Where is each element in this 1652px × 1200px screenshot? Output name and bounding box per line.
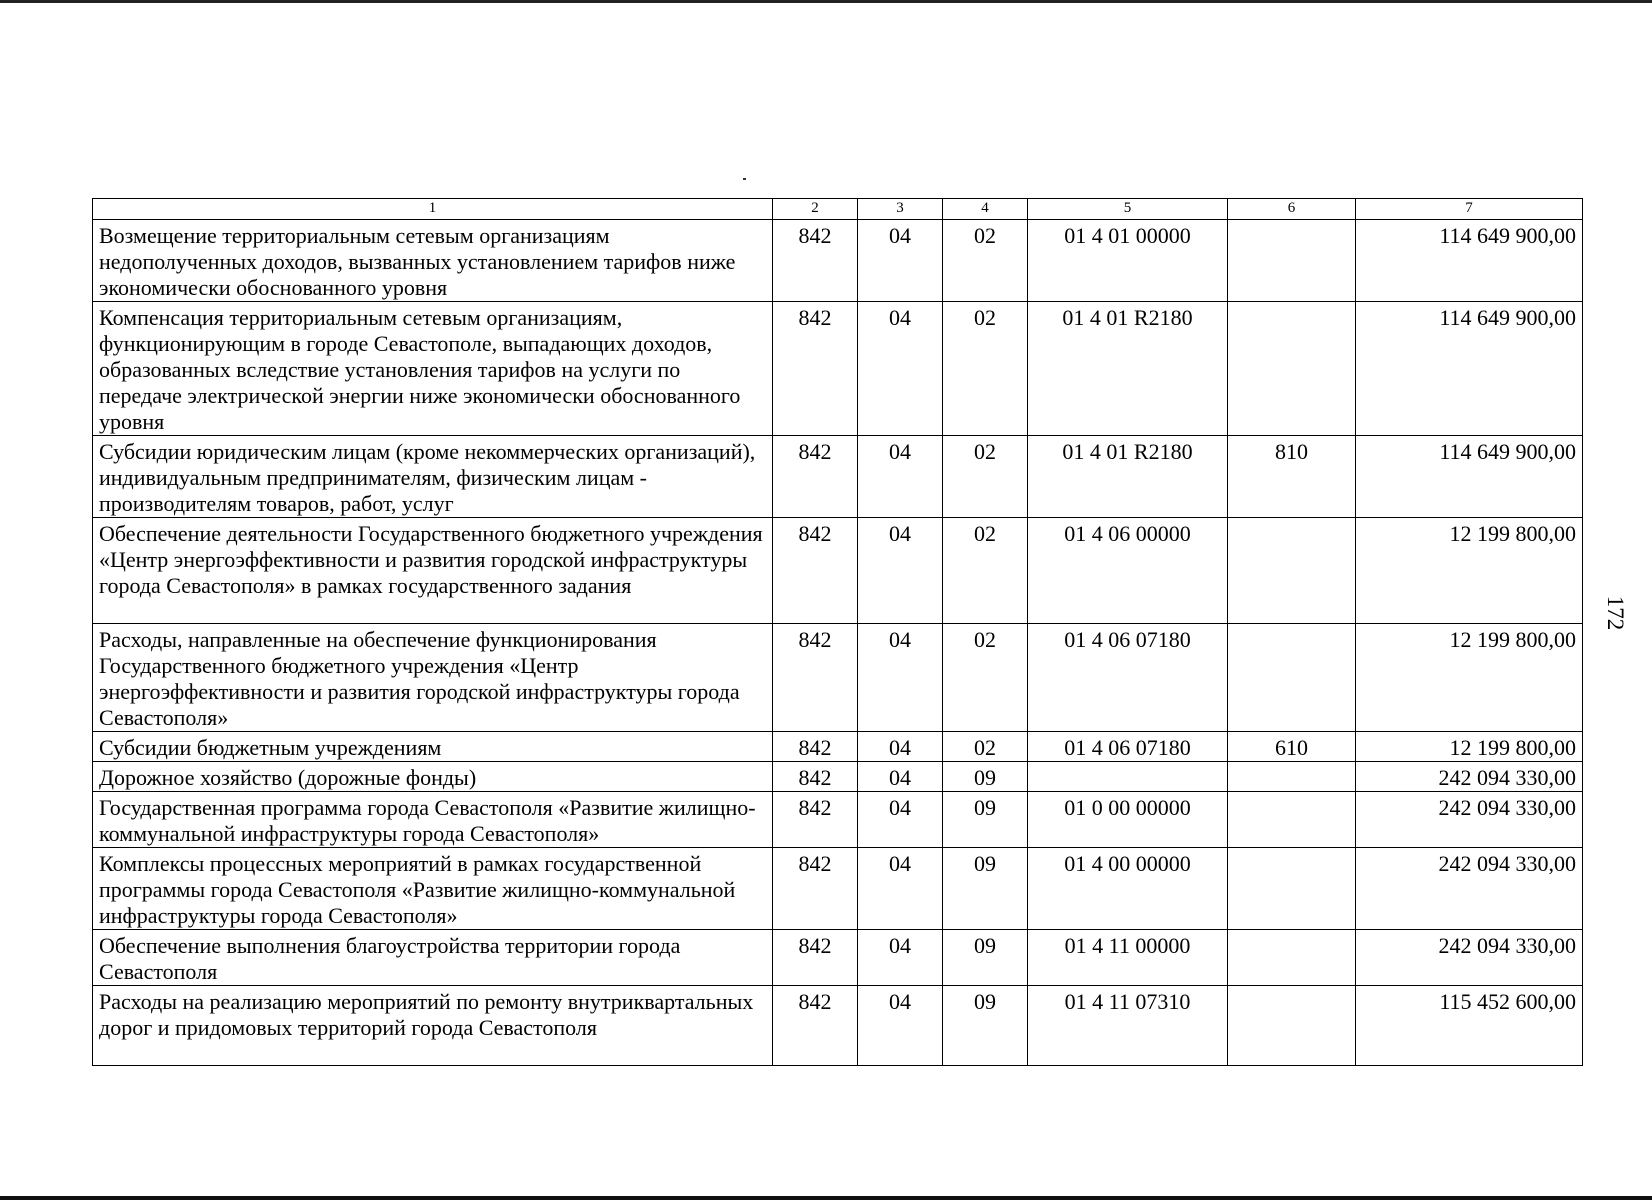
- expense-type-cell: 610: [1228, 732, 1356, 762]
- target-article-cell: 01 4 01 R2180: [1028, 436, 1228, 518]
- amount-cell: 242 094 330,00: [1356, 792, 1583, 848]
- table-header-row: [93, 199, 1583, 220]
- table-row: [93, 848, 1583, 930]
- ministry-code-cell: 842: [773, 762, 858, 792]
- expense-type-cell: 810: [1228, 436, 1356, 518]
- scan-edge-bottom: [0, 1196, 1652, 1200]
- column-number-4: 4: [943, 199, 1028, 220]
- expense-type-cell: [1228, 986, 1356, 1066]
- budget-table: [92, 198, 1583, 1066]
- column-number-1: 1: [93, 199, 773, 220]
- expense-name-cell: Обеспечение выполнения благоустройства территории города Севастополя: [93, 930, 773, 986]
- target-article-cell: 01 4 06 07180: [1028, 732, 1228, 762]
- target-article-cell: 01 4 06 00000: [1028, 518, 1228, 624]
- section-code-cell: 04: [858, 436, 943, 518]
- target-article-cell: 01 4 11 07310: [1028, 986, 1228, 1066]
- section-code-cell: 04: [858, 762, 943, 792]
- scan-speck: [743, 178, 746, 180]
- ministry-code-cell: 842: [773, 302, 858, 436]
- section-code-cell: 04: [858, 848, 943, 930]
- table-row: [93, 302, 1583, 436]
- expense-type-cell: [1228, 518, 1356, 624]
- section-code-cell: 04: [858, 792, 943, 848]
- section-code-cell: 04: [858, 220, 943, 302]
- scan-edge-top: [0, 0, 1652, 3]
- target-article-cell: 01 4 00 00000: [1028, 848, 1228, 930]
- subsection-code-cell: 02: [943, 732, 1028, 762]
- table-row: [93, 792, 1583, 848]
- column-number-7: 7: [1356, 199, 1583, 220]
- target-article-cell: 01 4 06 07180: [1028, 624, 1228, 732]
- ministry-code-cell: 842: [773, 220, 858, 302]
- amount-cell: 12 199 800,00: [1356, 732, 1583, 762]
- section-code-cell: 04: [858, 732, 943, 762]
- subsection-code-cell: 09: [943, 762, 1028, 792]
- expense-name-cell: Обеспечение деятельности Государственного бюджетного учреждения «Центр энергоэффективности и развития городской инфраструктуры города Севастополя» в рамках государственного задания: [93, 518, 773, 624]
- subsection-code-cell: 09: [943, 930, 1028, 986]
- section-code-cell: 04: [858, 624, 943, 732]
- subsection-code-cell: 02: [943, 624, 1028, 732]
- expense-name-cell: Субсидии бюджетным учреждениям: [93, 732, 773, 762]
- amount-cell: 242 094 330,00: [1356, 762, 1583, 792]
- ministry-code-cell: 842: [773, 436, 858, 518]
- expense-name-cell: Государственная программа города Севастополя «Развитие жилищно-коммунальной инфраструктуры города Севастополя»: [93, 792, 773, 848]
- table-row: [93, 436, 1583, 518]
- amount-cell: 114 649 900,00: [1356, 302, 1583, 436]
- target-article-cell: 01 4 01 R2180: [1028, 302, 1228, 436]
- column-number-2: 2: [773, 199, 858, 220]
- amount-cell: 242 094 330,00: [1356, 848, 1583, 930]
- table-row: [93, 624, 1583, 732]
- ministry-code-cell: 842: [773, 518, 858, 624]
- expense-name-cell: Субсидии юридическим лицам (кроме некоммерческих организаций), индивидуальным предпринимателям, физическим лицам - производителям товаров, работ, услуг: [93, 436, 773, 518]
- expense-name-cell: Расходы на реализацию мероприятий по ремонту внутриквартальных дорог и придомовых территорий города Севастополя: [93, 986, 773, 1066]
- subsection-code-cell: 02: [943, 302, 1028, 436]
- section-code-cell: 04: [858, 986, 943, 1066]
- expense-name-cell: Компенсация территориальным сетевым организациям, функционирующим в городе Севастополе, выпадающих доходов, образованных вследствие установления тарифов на услуги по передаче электрической энергии ниже экономически обоснованного уровня: [93, 302, 773, 436]
- subsection-code-cell: 02: [943, 220, 1028, 302]
- table-row: [93, 930, 1583, 986]
- amount-cell: 242 094 330,00: [1356, 930, 1583, 986]
- amount-cell: 115 452 600,00: [1356, 986, 1583, 1066]
- column-number-5: 5: [1028, 199, 1228, 220]
- subsection-code-cell: 09: [943, 792, 1028, 848]
- ministry-code-cell: 842: [773, 792, 858, 848]
- table-row: [93, 518, 1583, 624]
- expense-type-cell: [1228, 302, 1356, 436]
- column-number-6: 6: [1228, 199, 1356, 220]
- subsection-code-cell: 02: [943, 518, 1028, 624]
- expense-type-cell: [1228, 930, 1356, 986]
- expense-type-cell: [1228, 792, 1356, 848]
- expense-type-cell: [1228, 624, 1356, 732]
- table-row: [93, 220, 1583, 302]
- table-row: [93, 762, 1583, 792]
- section-code-cell: 04: [858, 930, 943, 986]
- expense-type-cell: [1228, 762, 1356, 792]
- column-number-3: 3: [858, 199, 943, 220]
- section-code-cell: 04: [858, 302, 943, 436]
- amount-cell: 114 649 900,00: [1356, 436, 1583, 518]
- amount-cell: 114 649 900,00: [1356, 220, 1583, 302]
- expense-name-cell: Расходы, направленные на обеспечение функционирования Государственного бюджетного учреждения «Центр энергоэффективности и развития городской инфраструктуры города Севастополя»: [93, 624, 773, 732]
- ministry-code-cell: 842: [773, 732, 858, 762]
- expense-type-cell: [1228, 848, 1356, 930]
- subsection-code-cell: 09: [943, 848, 1028, 930]
- amount-cell: 12 199 800,00: [1356, 518, 1583, 624]
- target-article-cell: [1028, 762, 1228, 792]
- ministry-code-cell: 842: [773, 986, 858, 1066]
- expense-name-cell: Возмещение территориальным сетевым организациям недополученных доходов, вызванных установлением тарифов ниже экономически обоснованного уровня: [93, 220, 773, 302]
- target-article-cell: 01 4 11 00000: [1028, 930, 1228, 986]
- expense-name-cell: Комплексы процессных мероприятий в рамках государственной программы города Севастополя «Развитие жилищно-коммунальной инфраструктуры города Севастополя»: [93, 848, 773, 930]
- subsection-code-cell: 02: [943, 436, 1028, 518]
- expense-type-cell: [1228, 220, 1356, 302]
- page-number: 172: [1603, 595, 1628, 631]
- subsection-code-cell: 09: [943, 986, 1028, 1066]
- table-row: [93, 732, 1583, 762]
- section-code-cell: 04: [858, 518, 943, 624]
- ministry-code-cell: 842: [773, 848, 858, 930]
- ministry-code-cell: 842: [773, 624, 858, 732]
- target-article-cell: 01 4 01 00000: [1028, 220, 1228, 302]
- ministry-code-cell: 842: [773, 930, 858, 986]
- table-row: [93, 986, 1583, 1066]
- amount-cell: 12 199 800,00: [1356, 624, 1583, 732]
- target-article-cell: 01 0 00 00000: [1028, 792, 1228, 848]
- expense-name-cell: Дорожное хозяйство (дорожные фонды): [93, 762, 773, 792]
